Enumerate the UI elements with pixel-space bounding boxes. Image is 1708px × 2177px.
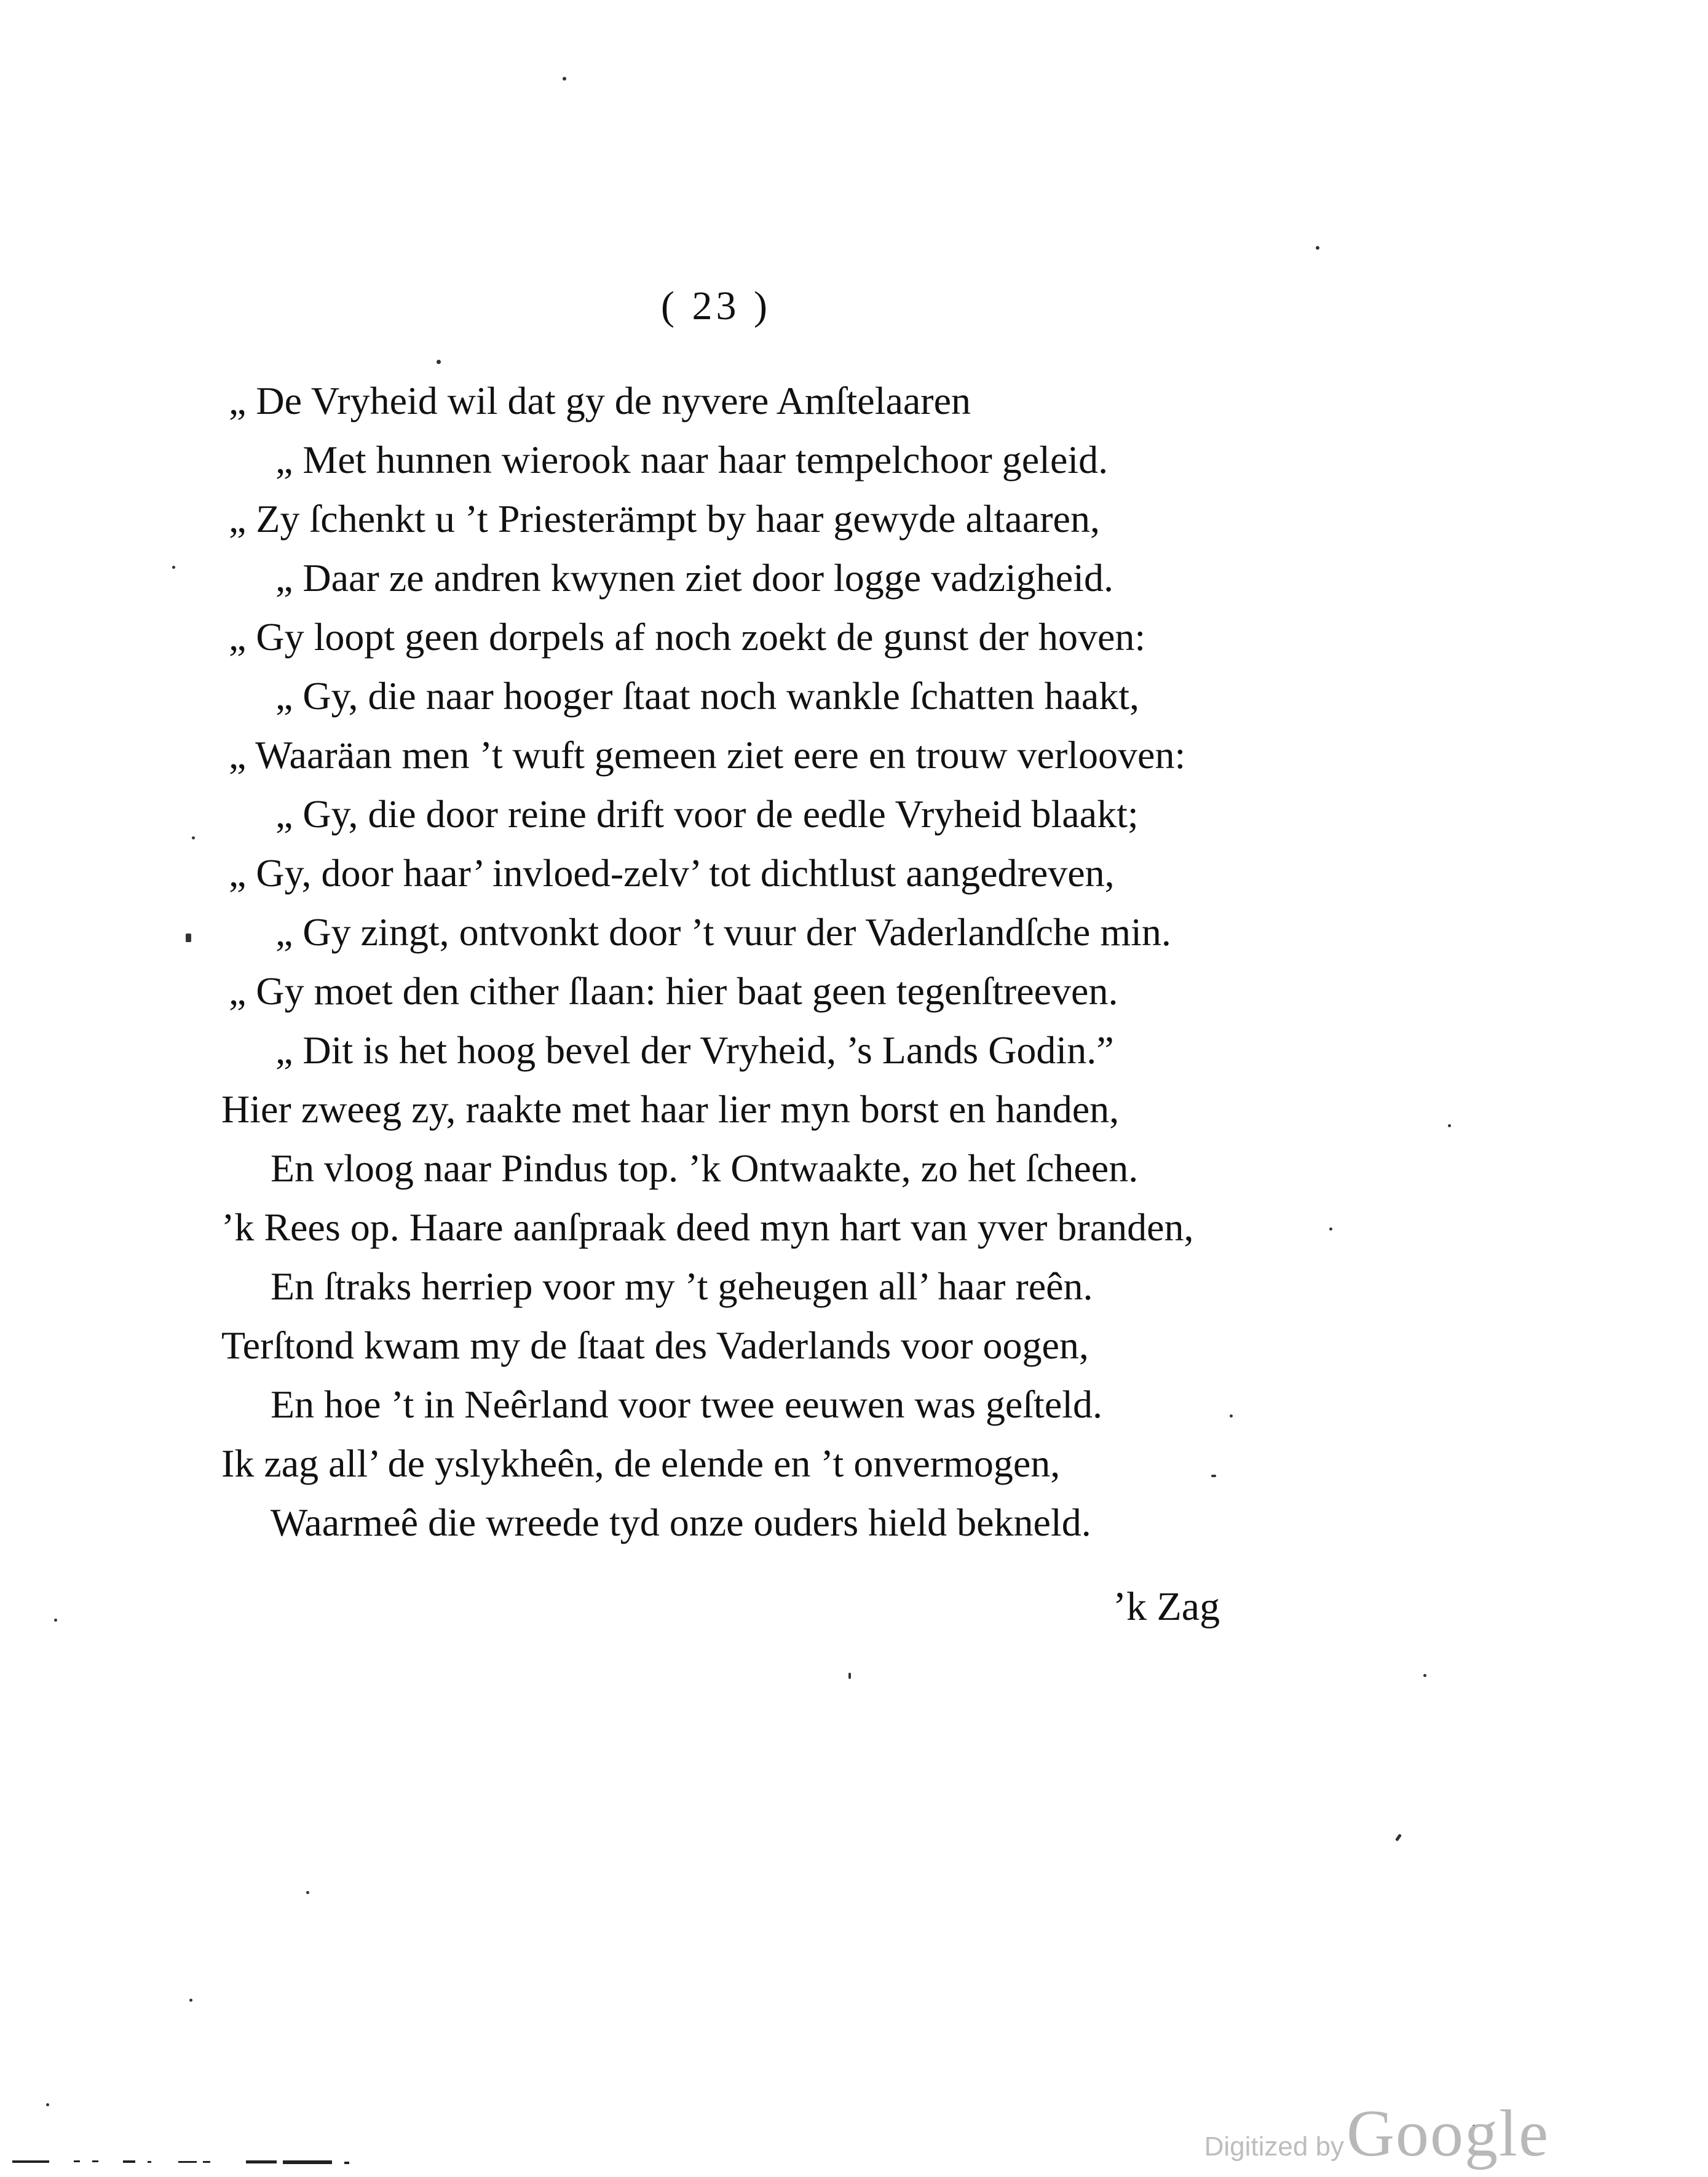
poem-line: „ De Vryheid wil dat gy de nyvere Amſtelaaren [229, 379, 971, 422]
scan-speck [1423, 1674, 1426, 1677]
poem-line: „ Gy moet den cither ſlaan: hier baat geen tegenſtreeven. [229, 969, 1118, 1013]
scan-speck [306, 1891, 309, 1894]
scan-speck [563, 77, 566, 81]
poem-line: Terſtond kwam my de ſtaat des Vaderlands voor oogen, [221, 1323, 1089, 1367]
scan-speck [1211, 1475, 1216, 1477]
scan-speck [437, 360, 441, 364]
scan-speck [192, 836, 195, 839]
poem-line: Waarmeê die wreede tyd onze ouders hield bekneld. [271, 1501, 1091, 1544]
scan-speck [54, 1619, 57, 1622]
poem-line: „ Gy, die door reine drift voor de eedle Vryheid blaakt; [275, 792, 1139, 836]
digitized-watermark [1204, 2096, 1549, 2172]
scan-speck [1448, 1124, 1451, 1127]
poem-line: „ Zy ſchenkt u ’t Priesterämpt by haar gewyde altaaren, [229, 497, 1100, 541]
scan-speck [46, 2103, 49, 2106]
scan-speck [848, 1673, 851, 1679]
scan-speck [1316, 246, 1319, 250]
scan-speck [172, 566, 175, 569]
scan-speck [186, 934, 191, 942]
poem-line: En vloog naar Pindus top. ’k Ontwaakte, zo het ſcheen. [271, 1146, 1139, 1190]
poem-line: ’k Rees op. Haare aanſpraak deed myn hart van yver branden, [221, 1205, 1194, 1249]
poem-line: „ Dit is het hoog bevel der Vryheid, ’s Lands Godin.” [275, 1028, 1114, 1072]
poem-line: „ Met hunnen wierook naar haar tempelchoor geleid. [275, 438, 1109, 482]
poem-line: En hoe ’t in Neêrland voor twee eeuwen was geſteld. [271, 1382, 1102, 1426]
poem-line: „ Gy zingt, ontvonkt door ’t vuur der Vaderlandſche min. [275, 910, 1171, 954]
watermark-prefix: Digitized by [1204, 2131, 1345, 2162]
poem-line: „ Daar ze andren kwynen ziet door logge vadzigheid. [275, 556, 1113, 600]
watermark-brand: Google [1346, 2097, 1549, 2170]
scan-speck [1230, 1414, 1233, 1418]
poem-line: „ Gy, door haar’ invloed-zelv’ tot dichtlust aangedreven, [229, 851, 1115, 895]
poem-line: Ik zag all’ de yslykheên, de elende en ’t onvermogen, [221, 1441, 1061, 1485]
poem-line: „ Waaräan men ’t wuft gemeen ziet eere en trouw verlooven: [229, 733, 1186, 777]
poem-line: En ſtraks herriep voor my ’t geheugen all’ haar reên. [271, 1264, 1093, 1308]
poem-line: „ Gy, die naar hooger ſtaat noch wankle ſchatten haakt, [275, 674, 1140, 718]
page-number: ( 23 ) [661, 284, 771, 328]
scan-speck [1329, 1227, 1332, 1231]
edge-marks [0, 2155, 381, 2168]
poem-line: Hier zweeg zy, raakte met haar lier myn borst en handen, [221, 1087, 1120, 1131]
catchword: ’k Zag [1113, 1584, 1220, 1629]
poem-line: „ Gy loopt geen dorpels af noch zoekt de gunst der hoven: [229, 615, 1146, 659]
scan-speck [189, 1999, 192, 2002]
